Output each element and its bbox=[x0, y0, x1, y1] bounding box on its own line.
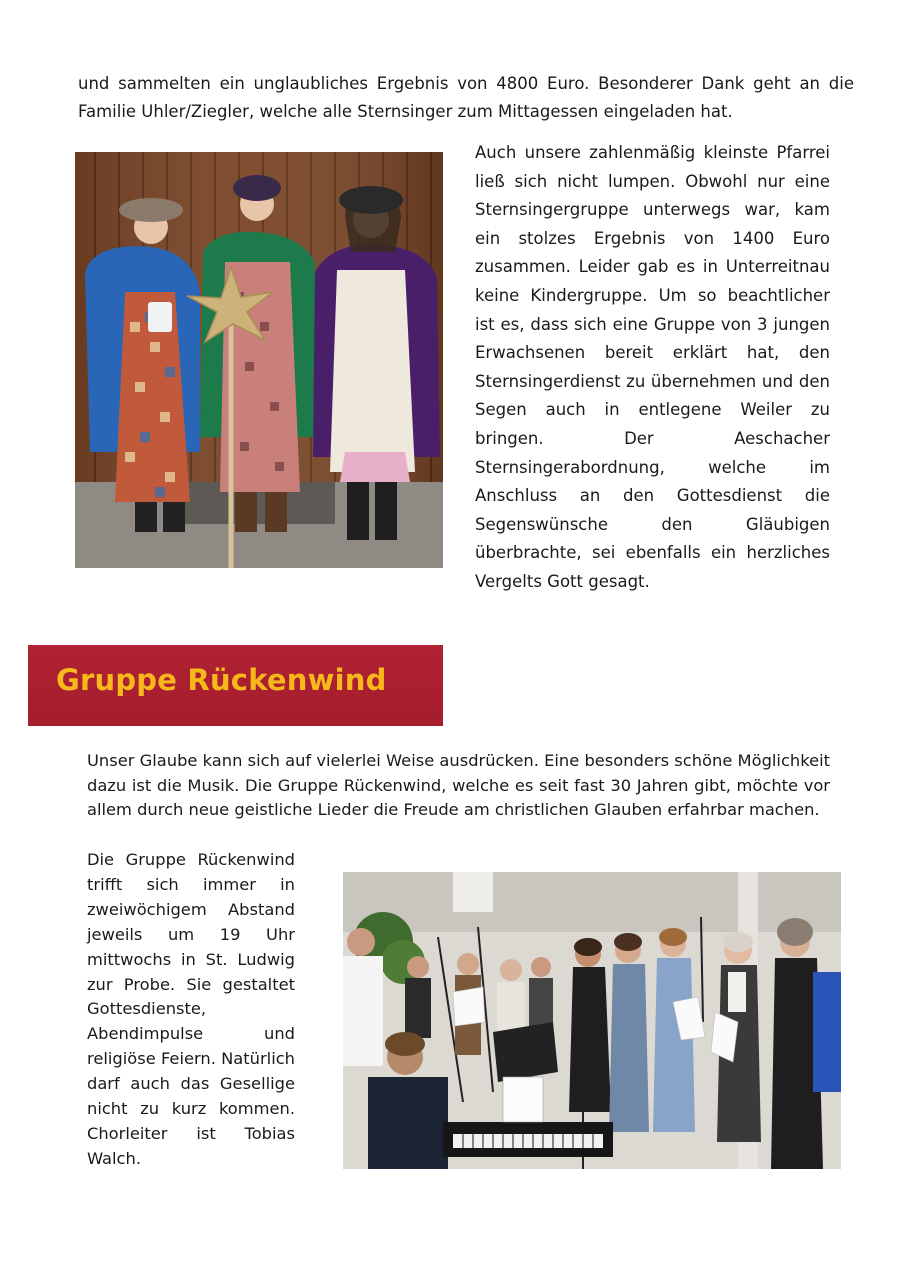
intro-paragraph: und sammelten ein unglaubliches Ergebnis von 4800 Euro. Besonderer Dank geht an die Familie Uhler/Ziegler, welche alle Sternsinger zum Mittagessen eingeladen hat. bbox=[78, 74, 854, 121]
sternsinger-photo bbox=[75, 152, 443, 568]
pfarrei-paragraph: Auch unsere zahlenmäßig kleinste Pfarrei ließ sich nicht lumpen. Obwohl nur eine Sternsingergruppe unterwegs war, kam ein stolzes Ergebnis von 1400 Euro zusammen. Leider gab es in Unterreitnau keine Kindergruppe. Um so beachtlicher ist es, dass sich eine Gruppe von 3 jungen Erwachsenen bereit erklärt hat, den Sternsingerdienst zu übernehmen und den Segen auch in entlegene Weiler zu bringen. Der Aeschacher Sternsingerabordnung, welche im Anschluss an den Gottesdienst die Segenswünsche den Gläubigen überbrachte, sei ebenfalls ein herzliches Vergelts Gott gesagt. bbox=[475, 143, 830, 591]
section-banner bbox=[28, 645, 443, 726]
gruppe-paragraph: Die Gruppe Rückenwind trifft sich immer in zweiwöchigem Abstand jeweils um 19 Uhr mittwochs in St. Ludwig zur Probe. Sie gestaltet Gottesdienste, Abendimpulse und religiöse Feiern. Natürlich darf auch das Gesellige nicht zu kurz kommen. Chorleiter ist Tobias Walch. bbox=[87, 850, 295, 1168]
glaube-paragraph: Unser Glaube kann sich auf vielerlei Weise ausdrücken. Eine besonders schöne Möglichkeit dazu ist die Musik. Die Gruppe Rückenwind, welche es seit fast 30 Jahren gibt, möchte vor allem durch neue geistliche Lieder die Freude am christlichen Glauben erfahrbar machen. bbox=[87, 751, 830, 819]
choir-photo bbox=[343, 872, 841, 1169]
section-title: Gruppe Rückenwind bbox=[56, 663, 387, 697]
